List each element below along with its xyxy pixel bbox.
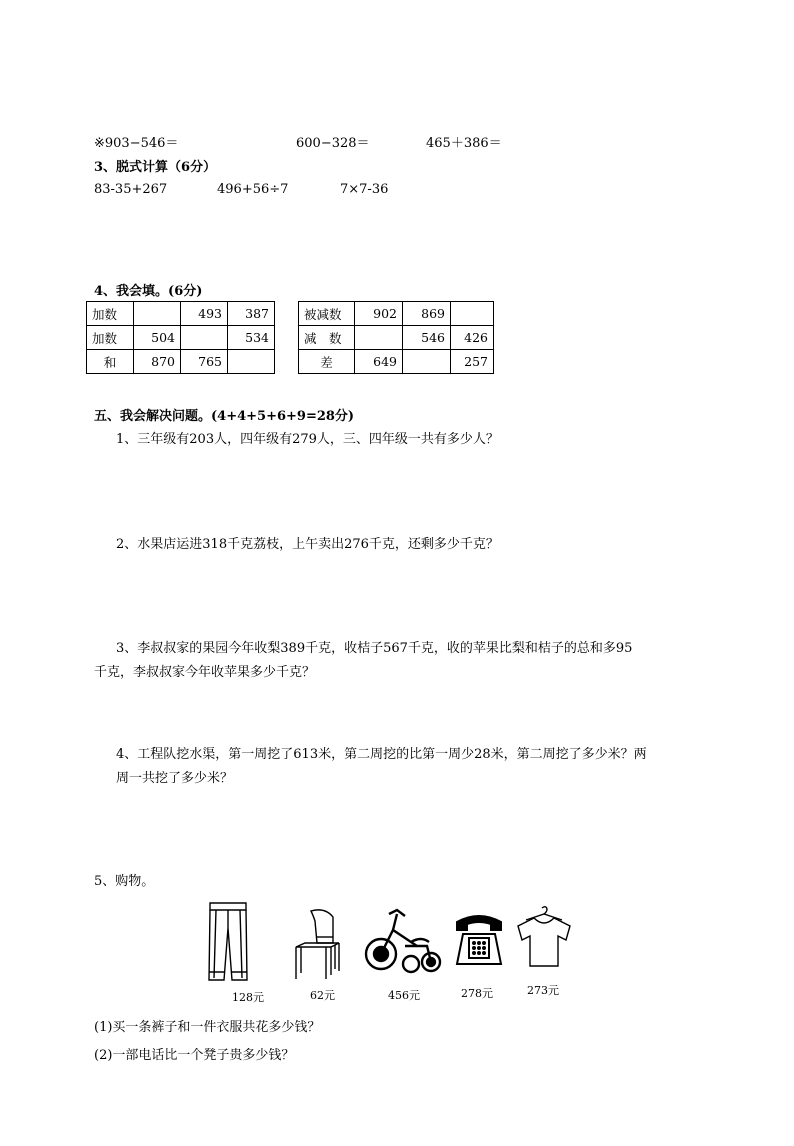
table-cell[interactable] [228,350,275,374]
table-row [299,302,494,326]
table-cell: 493 [181,302,228,326]
section3-item-2: 496+56÷7 [217,182,289,197]
price-telephone: 278元 [461,987,493,1000]
tricycle-icon [363,908,443,978]
table-cell[interactable] [181,326,228,350]
table-cell: 被减数 [299,302,355,326]
table-cell: 504 [134,326,181,350]
table-cell[interactable] [134,302,181,326]
tshirt-icon [516,906,572,968]
addition-table [86,301,275,374]
section4-title: 4、我会填。(6分) [94,284,203,299]
table-row [87,326,275,350]
table-row [87,302,275,326]
table-cell: 加数 [87,326,134,350]
question-4-line-2: 周一共挖了多少米？ [116,771,234,786]
question-1: 1、三年级有203人，四年级有279人，三、四年级一共有多少人？ [116,432,499,447]
table-cell: 869 [403,302,451,326]
table-row [299,350,494,374]
chair-icon [293,907,343,981]
table-cell: 差 [299,350,355,374]
table-cell[interactable] [403,350,451,374]
sub-question-2: (2)一部电话比一个凳子贵多少钱？ [94,1048,295,1063]
table-cell: 257 [451,350,494,374]
table-cell[interactable] [355,326,403,350]
telephone-icon [453,912,505,966]
question-2: 2、水果店运进318千克荔枝，上午卖出276千克，还剩多少千克？ [116,537,499,552]
table-cell: 426 [451,326,494,350]
table-cell: 387 [228,302,275,326]
table-row [87,350,275,374]
price-pants: 128元 [232,991,264,1004]
question-5-title: 5、购物。 [94,874,155,889]
section3-item-3: 7×7-36 [340,182,389,197]
table-cell: 765 [181,350,228,374]
table-cell: 和 [87,350,134,374]
table-cell: 加数 [87,302,134,326]
question-3-line-2: 千克，李叔叔家今年收苹果多少千克？ [94,665,316,680]
table-cell: 减 数 [299,326,355,350]
sub-question-1: (1)买一条裤子和一件衣服共花多少钱？ [94,1020,321,1035]
calc-item-2: 600−328＝ [296,136,370,151]
section5-title: 五、我会解决问题。(4+4+5+6+9=28分) [94,409,355,424]
calc-item-3: 465＋386＝ [426,136,502,151]
table-cell: 902 [355,302,403,326]
subtraction-table [298,301,494,374]
table-cell: 546 [403,326,451,350]
question-3-line-1: 3、李叔叔家的果园今年收梨389千克，收桔子567千克，收的苹果比梨和桔子的总和多95 [116,641,633,656]
table-cell: 649 [355,350,403,374]
price-chair: 62元 [310,989,335,1002]
section3-item-1: 83-35+267 [94,182,168,197]
table-cell: 870 [134,350,181,374]
price-tricycle: 456元 [388,989,420,1002]
table-cell: 534 [228,326,275,350]
calc-item-1: ※903−546＝ [94,136,179,151]
question-4-line-1: 4、工程队挖水渠，第一周挖了613米，第二周挖的比第一周少28米，第二周挖了多少米？两 [116,747,647,762]
section3-title: 3、脱式计算（6分） [94,160,217,175]
price-tshirt: 273元 [527,984,559,997]
table-row [299,326,494,350]
pants-icon [208,900,248,984]
table-cell[interactable] [451,302,494,326]
